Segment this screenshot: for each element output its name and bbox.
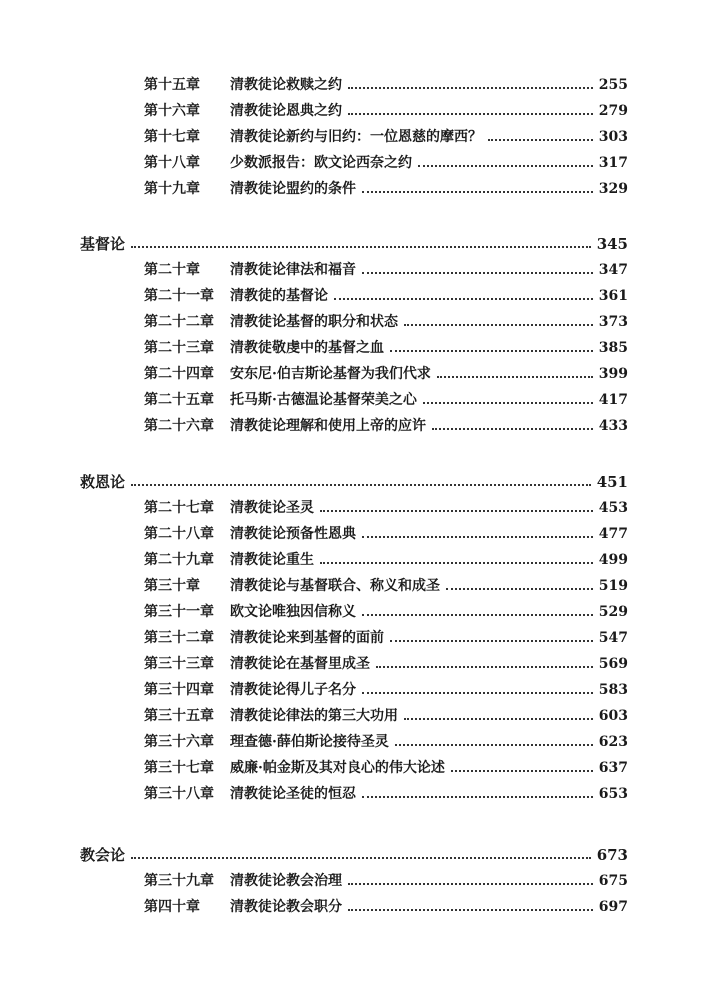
- chapter-title: 清教徒论得儿子名分: [230, 682, 356, 698]
- toc-chapter-row[interactable]: [0, 357, 707, 383]
- toc-group-continued: [0, 68, 707, 198]
- chapter-title: 清教徒论在基督里成圣: [230, 656, 370, 672]
- toc-chapter-row[interactable]: [0, 172, 707, 198]
- toc-chapter-row[interactable]: [0, 279, 707, 305]
- chapter-page: 499: [598, 552, 628, 568]
- dot-leader: [432, 428, 593, 430]
- chapter-page: 347: [598, 262, 628, 278]
- chapter-title: 威廉·帕金斯及其对良心的伟大论述: [230, 760, 445, 776]
- chapter-title: 清教徒论预备性恩典: [230, 526, 356, 542]
- chapter-number: 第三十五章: [144, 708, 214, 724]
- toc-chapter-row[interactable]: [0, 621, 707, 647]
- chapter-page: 519: [598, 578, 628, 594]
- chapter-number: 第三十六章: [144, 734, 214, 750]
- chapter-number: 第二十三章: [144, 340, 214, 356]
- chapter-page: 637: [598, 760, 628, 776]
- toc-chapter-row[interactable]: [0, 569, 707, 595]
- chapter-page: 399: [598, 366, 628, 382]
- dot-leader: [451, 770, 593, 772]
- chapter-number: 第三十三章: [144, 656, 214, 672]
- chapter-title: 清教徒论教会职分: [230, 899, 342, 915]
- chapter-number: 第二十七章: [144, 500, 214, 516]
- dot-leader: [488, 139, 593, 141]
- chapter-title: 欧文论唯独因信称义: [230, 604, 356, 620]
- chapter-page: 303: [598, 129, 628, 145]
- dot-leader: [423, 402, 593, 404]
- toc-part-row[interactable]: [0, 838, 707, 864]
- toc-chapter-row[interactable]: [0, 751, 707, 777]
- toc-chapter-row[interactable]: [0, 864, 707, 890]
- toc-chapter-row[interactable]: [0, 253, 707, 279]
- dot-leader: [348, 113, 593, 115]
- toc-chapter-row[interactable]: [0, 120, 707, 146]
- dot-leader: [390, 640, 593, 642]
- dot-leader: [334, 298, 593, 300]
- chapter-number: 第四十章: [144, 899, 200, 915]
- chapter-number: 第三十九章: [144, 873, 214, 889]
- toc-chapter-row[interactable]: [0, 409, 707, 435]
- dot-leader: [362, 614, 593, 616]
- chapter-title: 少数派报告：欧文论西奈之约: [230, 155, 412, 171]
- chapter-title: 清教徒论重生: [230, 552, 314, 568]
- chapter-number: 第三十章: [144, 578, 200, 594]
- chapter-page: 569: [598, 656, 628, 672]
- toc-chapter-row[interactable]: [0, 94, 707, 120]
- chapter-number: 第三十四章: [144, 682, 214, 698]
- chapter-title: 托马斯·古德温论基督荣美之心: [230, 392, 417, 408]
- toc-chapter-row[interactable]: [0, 890, 707, 916]
- chapter-title: 清教徒的基督论: [230, 288, 328, 304]
- chapter-number: 第二十一章: [144, 288, 214, 304]
- chapter-number: 第二十章: [144, 262, 200, 278]
- dot-leader: [131, 857, 591, 859]
- toc-chapter-row[interactable]: [0, 699, 707, 725]
- chapter-page: 433: [598, 418, 628, 434]
- part-page: 451: [596, 473, 628, 491]
- chapter-title: 理查德·薛伯斯论接待圣灵: [230, 734, 389, 750]
- chapter-number: 第二十五章: [144, 392, 214, 408]
- chapter-number: 第十六章: [144, 103, 200, 119]
- toc-chapter-row[interactable]: [0, 331, 707, 357]
- toc-chapter-row[interactable]: [0, 383, 707, 409]
- chapter-number: 第三十七章: [144, 760, 214, 776]
- dot-leader: [348, 883, 593, 885]
- chapter-page: 361: [598, 288, 628, 304]
- chapter-title: 清教徒论救赎之约: [230, 77, 342, 93]
- dot-leader: [320, 562, 593, 564]
- dot-leader: [376, 666, 593, 668]
- part-page: 673: [596, 846, 628, 864]
- chapter-page: 279: [598, 103, 628, 119]
- chapter-page: 547: [598, 630, 628, 646]
- chapter-number: 第二十四章: [144, 366, 214, 382]
- chapter-page: 255: [598, 77, 628, 93]
- chapter-page: 477: [598, 526, 628, 542]
- dot-leader: [362, 272, 593, 274]
- chapter-page: 373: [598, 314, 628, 330]
- dot-leader: [390, 350, 593, 352]
- chapter-number: 第三十八章: [144, 786, 214, 802]
- toc-chapter-row[interactable]: [0, 543, 707, 569]
- dot-leader: [418, 165, 593, 167]
- dot-leader: [348, 909, 593, 911]
- chapter-number: 第二十九章: [144, 552, 214, 568]
- toc-chapter-row[interactable]: [0, 305, 707, 331]
- chapter-page: 623: [598, 734, 628, 750]
- toc-chapter-row[interactable]: [0, 517, 707, 543]
- chapter-title: 清教徒论恩典之约: [230, 103, 342, 119]
- chapter-page: 529: [598, 604, 628, 620]
- chapter-title: 安东尼·伯吉斯论基督为我们代求: [230, 366, 431, 382]
- toc-chapter-row[interactable]: [0, 673, 707, 699]
- toc-chapter-row[interactable]: [0, 595, 707, 621]
- chapter-page: 697: [598, 899, 628, 915]
- dot-leader: [362, 692, 593, 694]
- chapter-number: 第十九章: [144, 181, 200, 197]
- toc-part-soteriology: [0, 465, 707, 803]
- part-title: 救恩论: [80, 473, 126, 491]
- toc-chapter-row[interactable]: [0, 647, 707, 673]
- dot-leader: [404, 718, 593, 720]
- chapter-number: 第十八章: [144, 155, 200, 171]
- dot-leader: [395, 744, 593, 746]
- chapter-title: 清教徒敬虔中的基督之血: [230, 340, 384, 356]
- dot-leader: [131, 246, 591, 248]
- dot-leader: [362, 536, 593, 538]
- chapter-page: 675: [598, 873, 628, 889]
- chapter-page: 453: [598, 500, 628, 516]
- dot-leader: [362, 191, 593, 193]
- chapter-page: 329: [598, 181, 628, 197]
- chapter-page: 653: [598, 786, 628, 802]
- chapter-number: 第三十二章: [144, 630, 214, 646]
- chapter-title: 清教徒论基督的职分和状态: [230, 314, 398, 330]
- toc-chapter-row[interactable]: [0, 146, 707, 172]
- toc-part-christology: [0, 227, 707, 435]
- chapter-number: 第二十六章: [144, 418, 214, 434]
- chapter-title: 清教徒论圣灵: [230, 500, 314, 516]
- toc-part-row[interactable]: [0, 227, 707, 253]
- toc-chapter-row[interactable]: [0, 491, 707, 517]
- toc-chapter-row[interactable]: [0, 777, 707, 803]
- chapter-page: 603: [598, 708, 628, 724]
- chapter-page: 317: [598, 155, 628, 171]
- chapter-title: 清教徒论圣徒的恒忍: [230, 786, 356, 802]
- chapter-page: 583: [598, 682, 628, 698]
- part-title: 教会论: [80, 846, 126, 864]
- dot-leader: [131, 484, 591, 486]
- dot-leader: [404, 324, 593, 326]
- chapter-title: 清教徒论律法和福音: [230, 262, 356, 278]
- chapter-page: 385: [598, 340, 628, 356]
- toc-chapter-row[interactable]: [0, 68, 707, 94]
- part-page: 345: [596, 235, 628, 253]
- dot-leader: [348, 87, 593, 89]
- chapter-number: 第十七章: [144, 129, 200, 145]
- chapter-title: 清教徒论教会治理: [230, 873, 342, 889]
- dot-leader: [320, 510, 593, 512]
- chapter-number: 第三十一章: [144, 604, 214, 620]
- part-title: 基督论: [80, 235, 126, 253]
- toc-part-ecclesiology: [0, 838, 707, 916]
- chapter-number: 第十五章: [144, 77, 200, 93]
- chapter-title: 清教徒论理解和使用上帝的应许: [230, 418, 426, 434]
- toc-chapter-row[interactable]: [0, 725, 707, 751]
- chapter-title: 清教徒论律法的第三大功用: [230, 708, 398, 724]
- chapter-title: 清教徒论与基督联合、称义和成圣: [230, 578, 440, 594]
- chapter-title: 清教徒论新约与旧约：一位恩慈的摩西？: [230, 129, 482, 145]
- chapter-number: 第二十二章: [144, 314, 214, 330]
- chapter-number: 第二十八章: [144, 526, 214, 542]
- dot-leader: [437, 376, 593, 378]
- toc-part-row[interactable]: [0, 465, 707, 491]
- dot-leader: [446, 588, 593, 590]
- chapter-page: 417: [598, 392, 628, 408]
- dot-leader: [362, 796, 593, 798]
- chapter-title: 清教徒论盟约的条件: [230, 181, 356, 197]
- chapter-title: 清教徒论来到基督的面前: [230, 630, 384, 646]
